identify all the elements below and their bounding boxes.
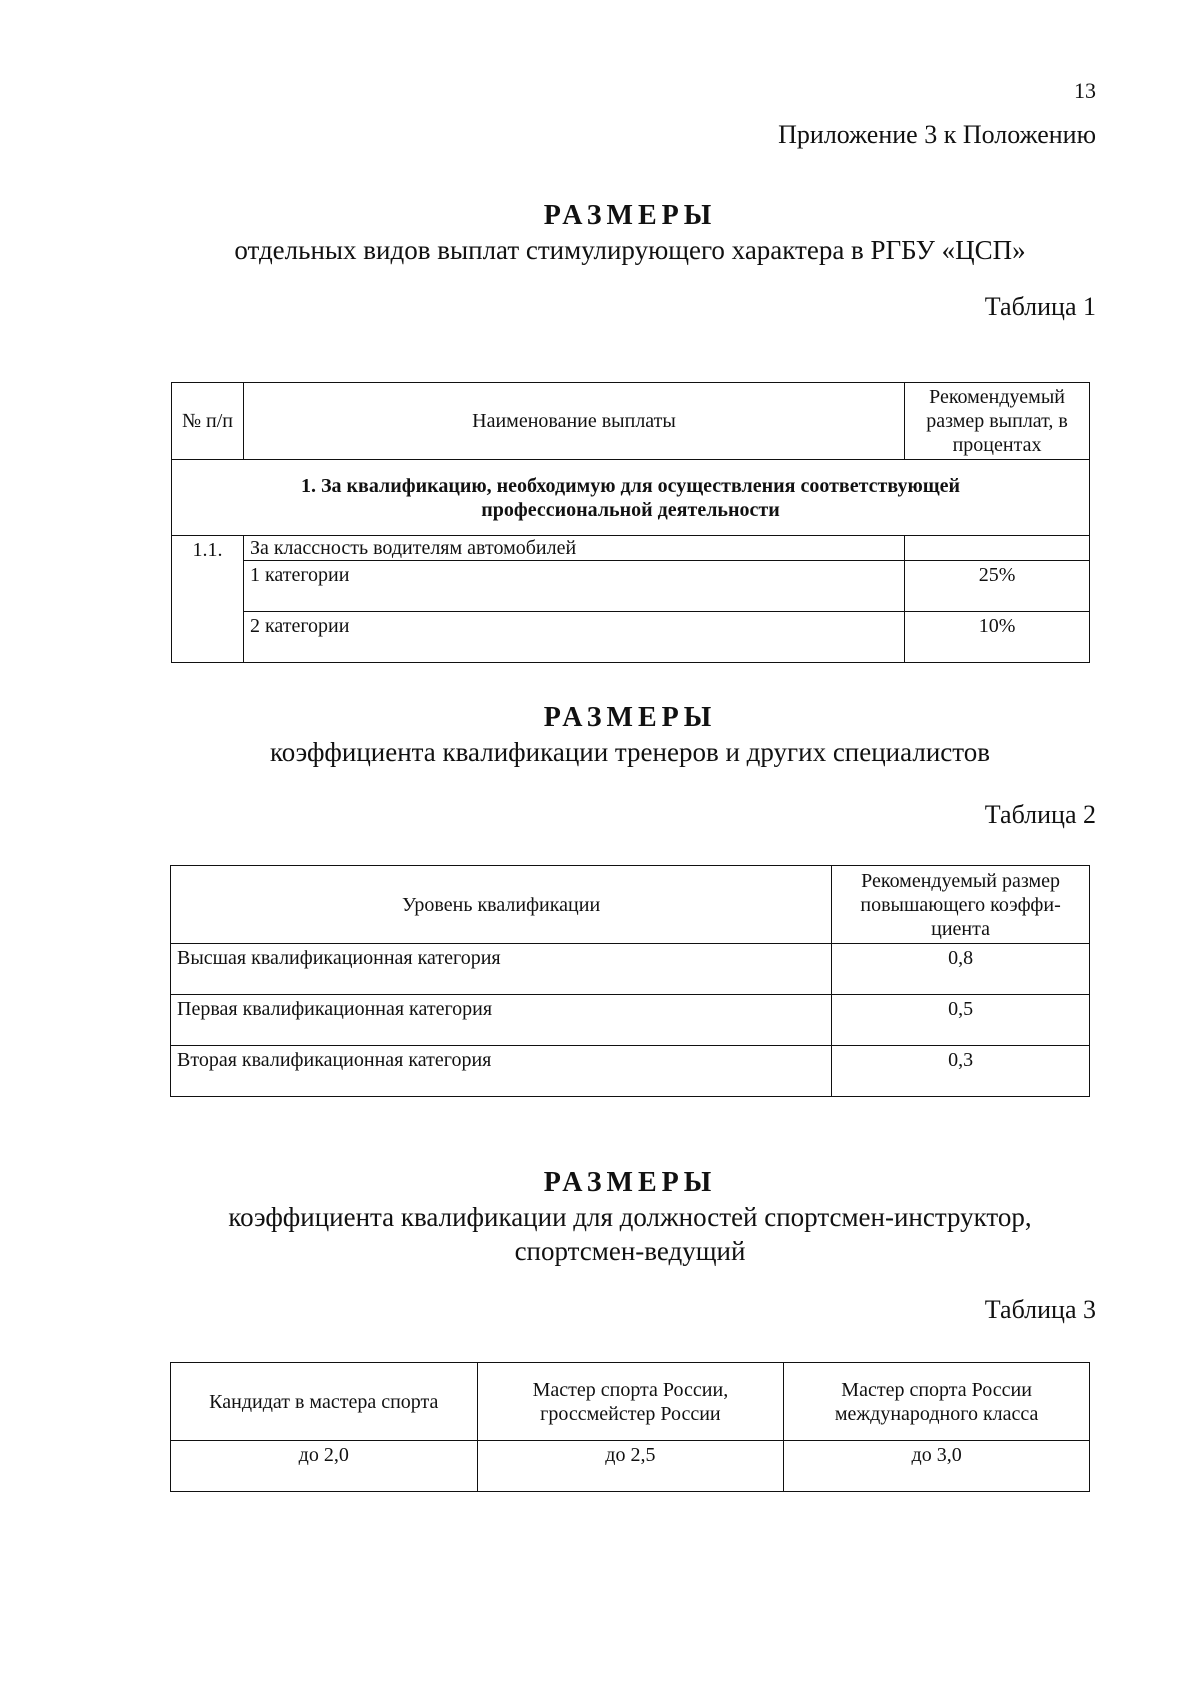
table3-value-ms: до 2,5	[477, 1441, 784, 1492]
table2-header-level: Уровень квалификации	[171, 866, 832, 944]
table-row	[171, 1441, 1090, 1492]
table3-label: Таблица 3	[984, 1295, 1096, 1324]
section3-subtitle-line1: коэффициента квалификации для должностей спортсмен-инструктор,	[228, 1202, 1032, 1232]
table1-label: Таблица 1	[984, 292, 1096, 321]
table1-row-value: 25%	[905, 561, 1090, 612]
table2-row-coef: 0,8	[832, 944, 1090, 995]
table3	[170, 1362, 1090, 1492]
table-row	[172, 536, 1090, 561]
table1-header-size: Рекомендуемый размер выплат, в процентах	[905, 383, 1090, 460]
table1-row-name: За классность водителям автомобилей	[243, 536, 904, 561]
table1-row-value: 10%	[905, 612, 1090, 663]
appendix-label: Приложение 3 к Положению	[778, 120, 1096, 149]
table-row	[171, 995, 1090, 1046]
section3-title: РАЗМЕРЫ	[543, 1167, 717, 1198]
table1-group-heading: 1. За квалификацию, необходимую для осуществления соответствующей профессиональной деятельности	[172, 460, 1090, 536]
table1-group-row	[172, 460, 1090, 536]
section1-title: РАЗМЕРЫ	[543, 200, 717, 231]
table2-header-coef: Рекомендуемый размер повышающего коэффи- циента	[832, 866, 1090, 944]
table1-header-num: № п/п	[172, 383, 244, 460]
table1	[171, 382, 1090, 663]
section2-subtitle: коэффициента квалификации тренеров и других специалистов	[270, 737, 990, 767]
table-row	[172, 561, 1090, 612]
table-row	[171, 1046, 1090, 1097]
table1-row-name: 1 категории	[243, 561, 904, 612]
table3-header-cms: Кандидат в мастера спорта	[171, 1363, 478, 1441]
table2-row-level: Высшая квалификационная категория	[171, 944, 832, 995]
table3-header-row	[171, 1363, 1090, 1441]
section1-subtitle: отдельных видов выплат стимулирующего характера в РГБУ «ЦСП»	[234, 235, 1026, 265]
table2-row-coef: 0,5	[832, 995, 1090, 1046]
table3-value-msmk: до 3,0	[784, 1441, 1090, 1492]
table-row	[171, 944, 1090, 995]
table3-header-ms: Мастер спорта России, гроссмейстер России	[477, 1363, 784, 1441]
table2-row-coef: 0,3	[832, 1046, 1090, 1097]
table2-row-level: Вторая квалификационная категория	[171, 1046, 832, 1097]
table-row	[172, 612, 1090, 663]
page-number: 13	[1074, 78, 1096, 103]
table1-header-name: Наименование выплаты	[243, 383, 904, 460]
table2-label: Таблица 2	[984, 800, 1096, 829]
table2	[170, 865, 1090, 1097]
table3-value-cms: до 2,0	[171, 1441, 478, 1492]
table2-header-row	[171, 866, 1090, 944]
table1-row-num: 1.1.	[172, 536, 244, 663]
table1-row-name: 2 категории	[243, 612, 904, 663]
table1-header-row	[172, 383, 1090, 460]
section2-title: РАЗМЕРЫ	[543, 702, 717, 733]
section3-subtitle-line2: спортсмен-ведущий	[514, 1236, 746, 1266]
table3-header-msmk: Мастер спорта России международного класса	[784, 1363, 1090, 1441]
table1-row-value	[905, 536, 1090, 561]
table2-row-level: Первая квалификационная категория	[171, 995, 832, 1046]
